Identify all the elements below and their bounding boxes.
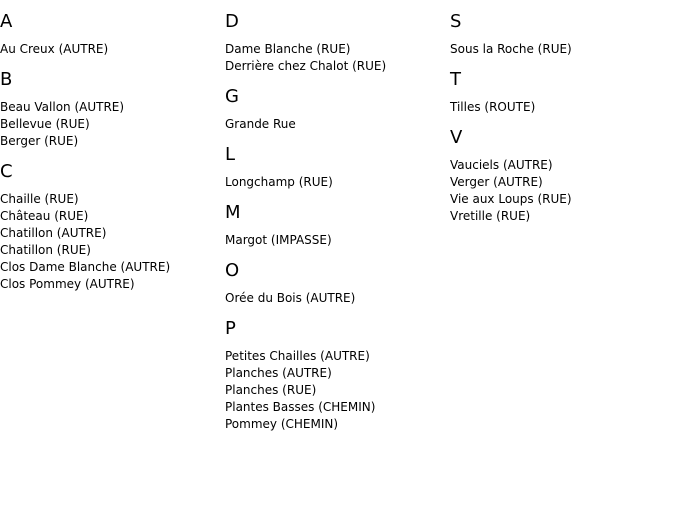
column-3 — [450, 0, 670, 236]
list-item[interactable] — [0, 242, 220, 259]
group-letter: S — [450, 11, 462, 32]
street-link[interactable]: Dame Blanche (RUE) — [225, 42, 351, 56]
list-item[interactable] — [225, 116, 445, 133]
group-letter: G — [225, 86, 239, 107]
group-t — [450, 69, 670, 116]
group-letter: C — [0, 161, 13, 182]
group-o — [225, 260, 445, 307]
street-link[interactable]: Tilles (ROUTE) — [450, 100, 536, 114]
list-item[interactable] — [450, 41, 670, 58]
list-item[interactable] — [0, 116, 220, 133]
group-m — [225, 202, 445, 249]
street-link[interactable]: Margot (IMPASSE) — [225, 233, 332, 247]
group-letter: V — [450, 127, 463, 148]
street-link[interactable]: Beau Vallon (AUTRE) — [0, 100, 125, 114]
list-item[interactable] — [0, 259, 220, 276]
list-item[interactable] — [225, 382, 445, 399]
list-item[interactable] — [0, 133, 220, 150]
group-letter: L — [225, 144, 236, 165]
street-list — [450, 157, 670, 225]
group-g — [225, 86, 445, 133]
list-item[interactable] — [225, 399, 445, 416]
street-link[interactable]: Chatillon (AUTRE) — [0, 226, 107, 240]
street-link[interactable]: Grande Rue — [225, 117, 296, 131]
column-1 — [0, 0, 220, 304]
street-link[interactable]: Petites Chailles (AUTRE) — [225, 349, 370, 363]
street-link[interactable]: Plantes Basses (CHEMIN) — [225, 400, 376, 414]
street-list — [225, 348, 445, 433]
list-item[interactable] — [450, 174, 670, 191]
street-list — [450, 99, 670, 116]
list-item[interactable] — [0, 225, 220, 242]
list-item[interactable] — [0, 41, 220, 58]
group-letter: B — [0, 69, 13, 90]
list-item[interactable] — [225, 290, 445, 307]
street-list — [0, 41, 220, 58]
street-list — [225, 232, 445, 249]
group-s — [450, 11, 670, 58]
group-letter: A — [0, 11, 13, 32]
street-list — [225, 174, 445, 191]
group-d — [225, 11, 445, 75]
street-list — [225, 41, 445, 75]
group-letter: M — [225, 202, 241, 223]
street-link[interactable]: Château (RUE) — [0, 209, 89, 223]
street-link[interactable]: Chatillon (RUE) — [0, 243, 91, 257]
street-list — [0, 191, 220, 293]
street-link[interactable]: Chaille (RUE) — [0, 192, 79, 206]
street-link[interactable]: Verger (AUTRE) — [450, 175, 543, 189]
list-item[interactable] — [225, 232, 445, 249]
street-link[interactable]: Pommey (CHEMIN) — [225, 417, 339, 431]
list-item[interactable] — [0, 276, 220, 293]
group-l — [225, 144, 445, 191]
list-item[interactable] — [0, 99, 220, 116]
list-item[interactable] — [225, 348, 445, 365]
group-letter: O — [225, 260, 240, 281]
street-list — [225, 116, 445, 133]
group-b — [0, 69, 220, 150]
street-link[interactable]: Planches (AUTRE) — [225, 366, 332, 380]
list-item[interactable] — [450, 191, 670, 208]
street-link[interactable]: Longchamp (RUE) — [225, 175, 333, 189]
street-link[interactable]: Au Creux (AUTRE) — [0, 42, 109, 56]
list-item[interactable] — [0, 208, 220, 225]
street-link[interactable]: Sous la Roche (RUE) — [450, 42, 572, 56]
street-list — [450, 41, 670, 58]
group-p — [225, 318, 445, 433]
group-c — [0, 161, 220, 293]
group-letter: T — [450, 69, 461, 90]
street-link[interactable]: Vie aux Loups (RUE) — [450, 192, 572, 206]
list-item[interactable] — [450, 99, 670, 116]
group-a — [0, 11, 220, 58]
street-list — [0, 99, 220, 150]
group-letter: P — [225, 318, 236, 339]
street-link[interactable]: Orée du Bois (AUTRE) — [225, 291, 356, 305]
list-item[interactable] — [225, 174, 445, 191]
list-item[interactable] — [225, 41, 445, 58]
street-link[interactable]: Vauciels (AUTRE) — [450, 158, 553, 172]
list-item[interactable] — [225, 365, 445, 382]
street-link[interactable]: Planches (RUE) — [225, 383, 317, 397]
street-link[interactable]: Clos Dame Blanche (AUTRE) — [0, 260, 171, 274]
street-link[interactable]: Bellevue (RUE) — [0, 117, 90, 131]
list-item[interactable] — [450, 157, 670, 174]
list-item[interactable] — [225, 416, 445, 433]
list-item[interactable] — [225, 58, 445, 75]
street-link[interactable]: Berger (RUE) — [0, 134, 79, 148]
column-2 — [225, 0, 445, 444]
street-link[interactable]: Clos Pommey (AUTRE) — [0, 277, 135, 291]
group-v — [450, 127, 670, 225]
list-item[interactable] — [450, 208, 670, 225]
group-letter: D — [225, 11, 239, 32]
list-item[interactable] — [0, 191, 220, 208]
street-list — [225, 290, 445, 307]
street-link[interactable]: Derrière chez Chalot (RUE) — [225, 59, 387, 73]
street-link[interactable]: Vretille (RUE) — [450, 209, 531, 223]
